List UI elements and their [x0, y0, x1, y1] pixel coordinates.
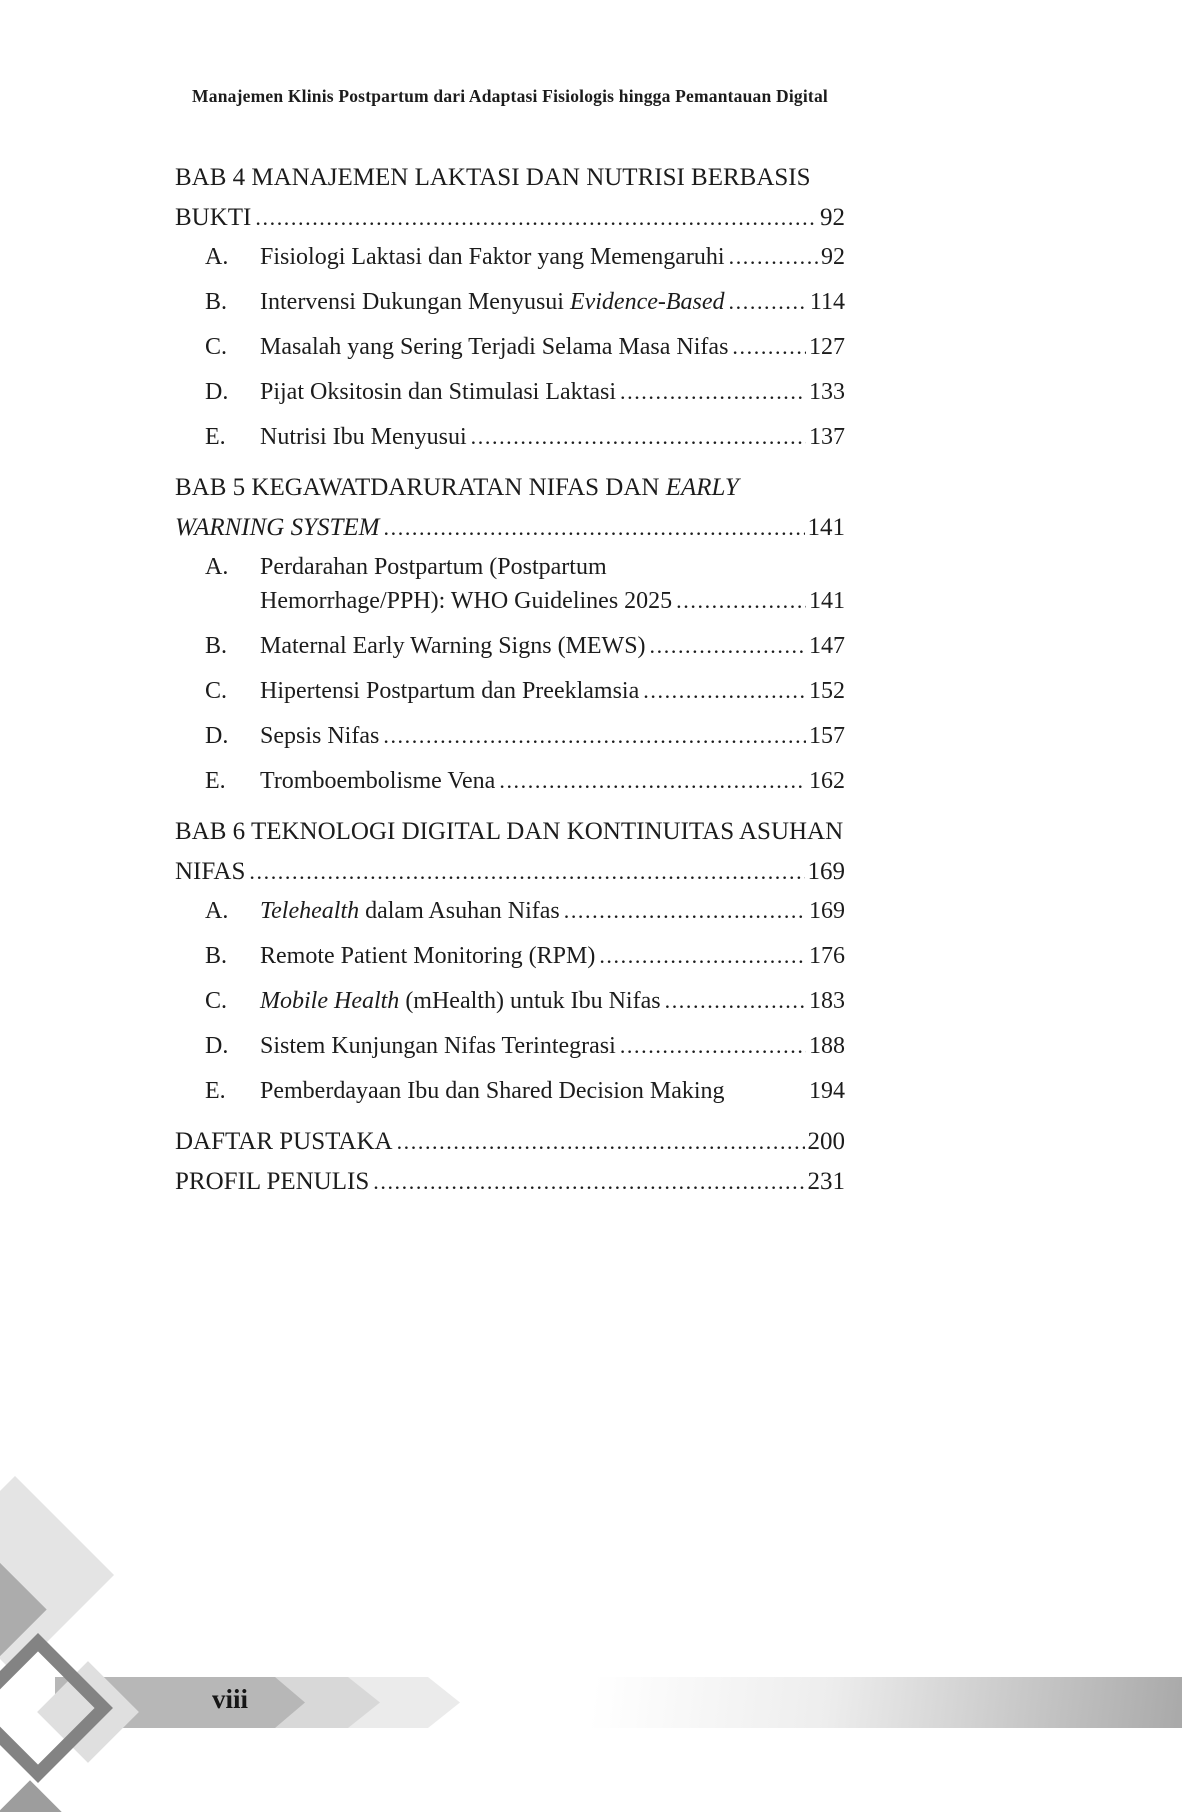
- toc-page-number: 183: [809, 988, 845, 1014]
- toc-entry-text: Pemberdayaan Ibu dan Shared Decision Making: [260, 1078, 725, 1104]
- toc-entry-letter: C.: [205, 334, 228, 360]
- toc-line: [175, 1074, 845, 1108]
- toc-dot-leader: [397, 1122, 805, 1162]
- toc-page-number: 200: [807, 1128, 845, 1155]
- toc-dot-leader: [471, 420, 806, 454]
- toc-entry-text: PROFIL PENULIS: [175, 1168, 370, 1195]
- toc-entry-letter: B.: [205, 289, 228, 315]
- toc-line: [175, 584, 845, 618]
- toc-line: [175, 158, 845, 198]
- toc-line: [175, 894, 845, 928]
- toc-entry-text: Hemorrhage/PPH): WHO Guidelines 2025: [260, 588, 673, 614]
- toc-entry-text: Nutrisi Ibu Menyusui: [260, 424, 467, 450]
- toc-entry-text: Maternal Early Warning Signs (MEWS): [260, 633, 646, 659]
- toc-page-number: 92: [821, 244, 845, 270]
- toc-entry-text: Mobile Health (mHealth) untuk Ibu Nifas: [260, 988, 661, 1014]
- toc-entry-letter: C.: [205, 678, 228, 704]
- toc-page-number: 141: [809, 588, 845, 614]
- diamond-decoration-dark: [0, 1780, 101, 1812]
- toc-page-number: 152: [809, 678, 845, 704]
- toc-entry-text: Sistem Kunjungan Nifas Terintegrasi: [260, 1033, 616, 1059]
- toc-page-number: 169: [809, 898, 845, 924]
- toc-dot-leader: [665, 984, 806, 1018]
- toc-entry-text: NIFAS: [175, 858, 246, 885]
- toc-page-number: 162: [809, 768, 845, 794]
- toc-dot-leader: [599, 939, 806, 973]
- toc-line: [175, 375, 845, 409]
- toc-page-number: 231: [807, 1168, 845, 1195]
- toc-dot-leader: [729, 240, 818, 274]
- toc-dot-leader: [373, 1162, 804, 1202]
- toc-entry-letter: D.: [205, 723, 229, 749]
- toc-dot-leader: [620, 375, 806, 409]
- toc-entry-letter: B.: [205, 633, 228, 659]
- toc-page-number: 133: [809, 379, 845, 405]
- toc-line: [175, 198, 845, 238]
- toc-page-number: 157: [809, 723, 845, 749]
- toc-entry-text: Masalah yang Sering Terjadi Selama Masa Nifas: [260, 334, 729, 360]
- toc-line: [175, 330, 845, 364]
- toc-line: [175, 240, 845, 274]
- toc-dot-leader: [384, 508, 805, 548]
- toc-entry-letter: D.: [205, 1033, 229, 1059]
- toc-line: [175, 468, 845, 508]
- toc-entry-letter: E.: [205, 424, 226, 450]
- toc-entry-text: Intervensi Dukungan Menyusui Evidence-Based: [260, 289, 725, 315]
- toc-dot-leader: [499, 764, 806, 798]
- toc-line: [175, 285, 845, 319]
- toc-entry-text: BAB 5 KEGAWATDARURATAN NIFAS DAN EARLY: [175, 474, 739, 501]
- toc-entry-text: Tromboembolisme Vena: [260, 768, 496, 794]
- toc-dot-leader: [620, 1029, 806, 1063]
- page-number: viii: [211, 1684, 248, 1714]
- diamond-decoration-light: [0, 1476, 114, 1674]
- toc-entry-letter: A.: [205, 554, 229, 580]
- toc-entry-text: BAB 4 MANAJEMEN LAKTASI DAN NUTRISI BERBASIS: [175, 164, 811, 191]
- toc-dot-leader: [255, 198, 817, 238]
- toc-line: [175, 508, 845, 548]
- diamond-decoration-outline: [0, 1633, 113, 1783]
- toc-line: [175, 764, 845, 798]
- toc-entry-text: Telehealth dalam Asuhan Nifas: [260, 898, 560, 924]
- toc-line: [175, 852, 845, 892]
- toc-line: [175, 719, 845, 753]
- toc-page-number: 141: [807, 514, 845, 541]
- toc-page-number: 169: [807, 858, 845, 885]
- toc-entry-letter: B.: [205, 943, 228, 969]
- toc-dot-leader: [643, 674, 806, 708]
- footer-band-gradient: [340, 1677, 1182, 1728]
- toc-entry-text: Remote Patient Monitoring (RPM): [260, 943, 596, 969]
- toc-dot-leader: [564, 894, 806, 928]
- toc-entry-text: Perdarahan Postpartum (Postpartum: [260, 554, 607, 580]
- toc-entry-text: Hipertensi Postpartum dan Preeklamsia: [260, 678, 640, 704]
- toc-dot-leader: [383, 719, 806, 753]
- toc-entry-text: DAFTAR PUSTAKA: [175, 1128, 393, 1155]
- toc-line: [175, 812, 845, 852]
- toc-entry-letter: A.: [205, 244, 229, 270]
- toc-line: [175, 629, 845, 663]
- toc-page-number: 176: [809, 943, 845, 969]
- toc-entry-text: Pijat Oksitosin dan Stimulasi Laktasi: [260, 379, 616, 405]
- toc-line: [175, 984, 845, 1018]
- toc-entry-text: Fisiologi Laktasi dan Faktor yang Memengaruhi: [260, 244, 725, 270]
- toc-page-number: 137: [809, 424, 845, 450]
- toc-entry-text: WARNING SYSTEM: [175, 514, 380, 541]
- toc-page-number: 127: [809, 334, 845, 360]
- toc-dot-leader: [676, 584, 806, 618]
- toc-entry-letter: D.: [205, 379, 229, 405]
- toc-dot-leader: [249, 852, 804, 892]
- toc-entry-text: BUKTI: [175, 204, 252, 231]
- toc-entry-letter: A.: [205, 898, 229, 924]
- toc: [175, 158, 845, 1202]
- toc-dot-leader: [732, 330, 806, 364]
- toc-page-number: 92: [820, 204, 845, 231]
- toc-entry-letter: E.: [205, 1078, 226, 1104]
- toc-dot-leader: [729, 285, 807, 319]
- toc-page-number: 114: [809, 289, 845, 315]
- toc-line: [175, 1029, 845, 1063]
- toc-line: [175, 1162, 845, 1202]
- toc-entry-text: Sepsis Nifas: [260, 723, 380, 749]
- toc-entry-letter: C.: [205, 988, 228, 1014]
- toc-dot-leader: [650, 629, 806, 663]
- toc-line: [175, 674, 845, 708]
- running-header: Manajemen Klinis Postpartum dari Adaptasi Fisiologis hingga Pemantauan Digital: [192, 86, 828, 106]
- toc-entry-text: BAB 6 TEKNOLOGI DIGITAL DAN KONTINUITAS ASUHAN: [175, 818, 844, 845]
- toc-page-number: 194: [809, 1078, 845, 1104]
- toc-line: [175, 550, 845, 584]
- toc-line: [175, 939, 845, 973]
- toc-page-number: 147: [809, 633, 845, 659]
- toc-line: [175, 1122, 845, 1162]
- toc-entry-letter: E.: [205, 768, 226, 794]
- toc-line: [175, 420, 845, 454]
- toc-page-number: 188: [809, 1033, 845, 1059]
